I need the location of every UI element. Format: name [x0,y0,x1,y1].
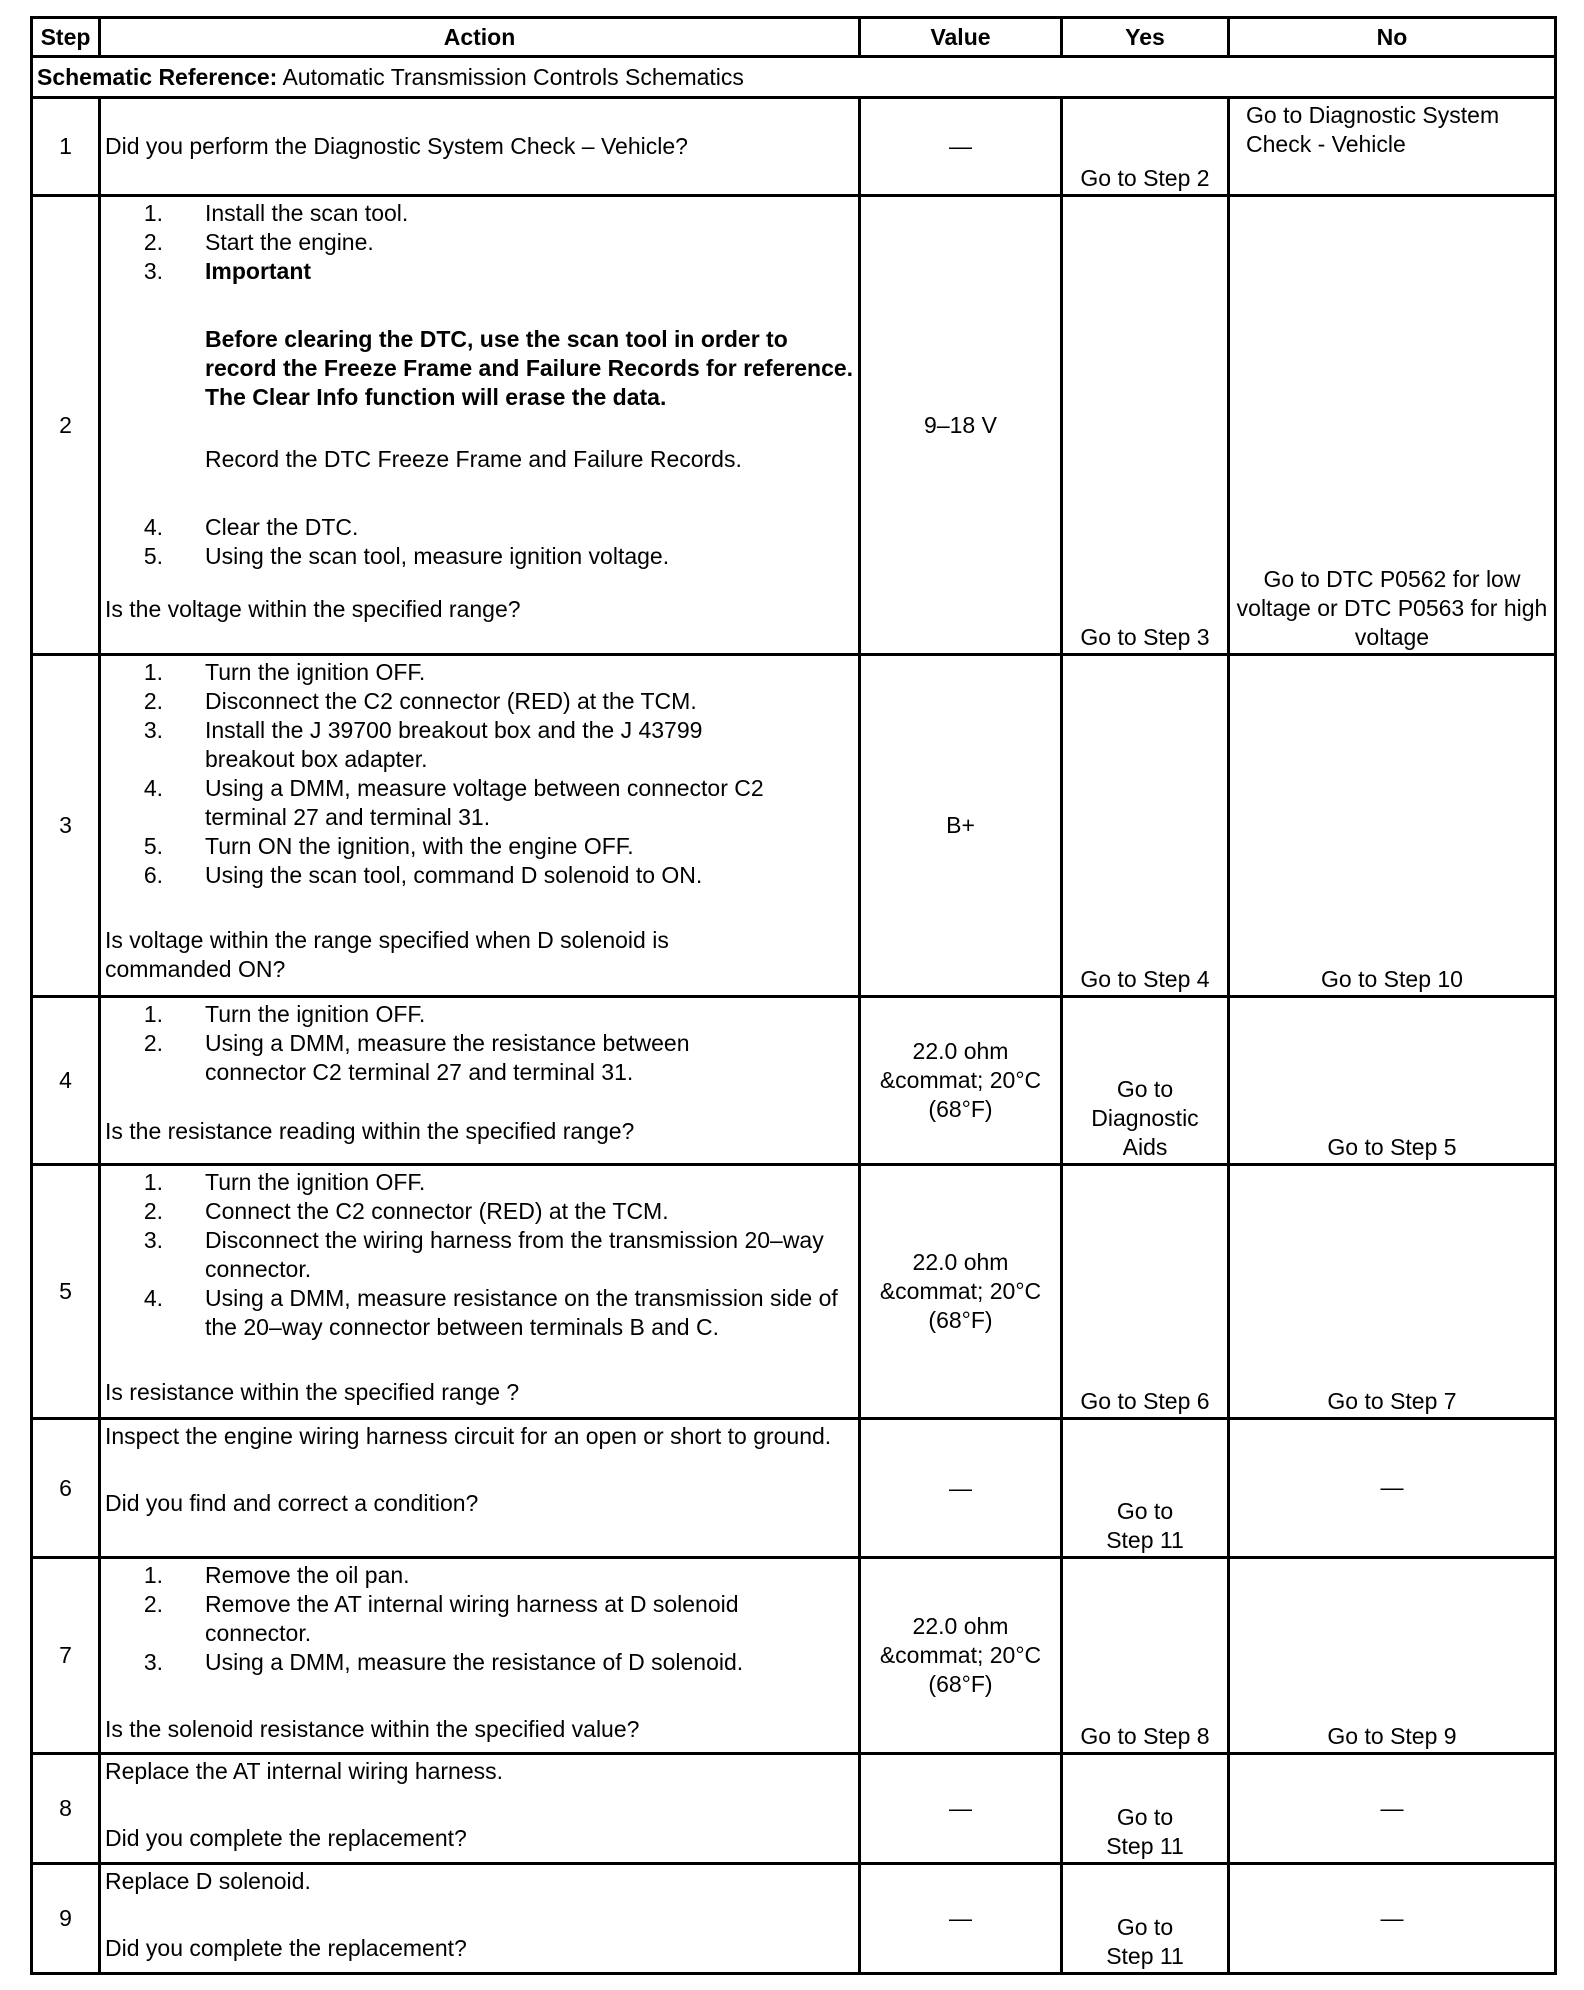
diagnostic-table-document [30,16,1554,1975]
action-question: Is voltage within the range specified when D solenoid is commanded ON? [105,927,669,982]
list-item: 3. Using a DMM, measure the resistance of D solenoid. [143,1649,744,1675]
list-item: 3. Disconnect the wiring harness from the transmission 20–way connector. [143,1227,824,1282]
list-item: 4. Using a DMM, measure resistance on the transmission side of the 20–way connector between terminals B and C. [143,1285,838,1340]
no-cell: — [1229,1864,1556,1974]
step-number: 3 [32,655,100,997]
diagnostic-table [30,16,1557,1975]
step-number: 4 [32,997,100,1165]
list-item: 5. Using the scan tool, measure ignition voltage. [143,543,670,569]
action-steps [105,1561,854,1677]
header-yes: Yes [1062,18,1229,57]
list-item: 5. Turn ON the ignition, with the engine OFF. [143,833,634,859]
value-cell: 22.0 ohm &commat; 20°C (68°F) [860,997,1062,1165]
list-item: 6. Using the scan tool, command D solenoid to ON. [143,862,703,888]
action-instruction: Inspect the engine wiring harness circuit for an open or short to ground. [105,1423,832,1449]
list-item: 2. Disconnect the C2 connector (RED) at the TCM. [143,688,697,714]
action-question: Is the solenoid resistance within the specified value? [105,1716,640,1742]
step-number: 8 [32,1754,100,1864]
list-item: 1. Turn the ignition OFF. [143,1169,426,1195]
action-cell [100,1754,860,1864]
no-cell: Go to Step 10 [1229,655,1556,997]
value-cell: 22.0 ohm &commat; 20°C (68°F) [860,1165,1062,1419]
no-cell: Go to Diagnostic System Check - Vehicle [1229,98,1556,196]
action-question: Did you complete the replacement? [105,1825,467,1851]
step-number: 9 [32,1864,100,1974]
value-cell: B+ [860,655,1062,997]
list-item: 3. Install the J 39700 breakout box and the J 43799 breakout box adapter. [143,717,703,772]
schematic-reference [32,57,1556,98]
table-row [32,1165,1556,1419]
no-cell: Go to Step 5 [1229,997,1556,1165]
action-question: Is the voltage within the specified range? [105,596,521,622]
action-question: Is the resistance reading within the specified range? [105,1118,635,1144]
list-item: 4. Clear the DTC. [143,514,359,540]
list-item: 2. Remove the AT internal wiring harness at D solenoid connector. [143,1591,739,1646]
table-row [32,1558,1556,1754]
list-item: 2. Start the engine. [143,229,374,255]
header-action: Action [100,18,860,57]
list-item: 4. Using a DMM, measure voltage between connector C2 terminal 27 and terminal 31. [143,775,764,830]
value-cell: — [860,1419,1062,1558]
important-note: Before clearing the DTC, use the scan tool in order to record the Freeze Frame and Failure Records for reference. The Clear Info function will erase the data. [205,326,854,410]
table-row [32,997,1556,1165]
action-question: Did you find and correct a condition? [105,1490,479,1516]
schematic-label: Schematic Reference: [37,63,278,90]
value-cell: 22.0 ohm &commat; 20°C (68°F) [860,1558,1062,1754]
value-cell: — [860,1754,1062,1864]
yes-cell: Go to Step 4 [1062,655,1229,997]
action-cell [100,1165,860,1419]
action-steps [105,199,854,286]
step-number: 5 [32,1165,100,1419]
no-cell: Go to Step 7 [1229,1165,1556,1419]
value-cell: 9–18 V [860,196,1062,655]
no-cell: — [1229,1419,1556,1558]
table-row [32,1419,1556,1558]
list-item: 1. Install the scan tool. [143,200,409,226]
action-question: Did you perform the Diagnostic System Check – Vehicle? [105,133,688,159]
yes-cell: Go to Diagnostic Aids [1062,997,1229,1165]
action-question: Did you complete the replacement? [105,1935,467,1961]
action-steps [105,513,854,571]
yes-cell: Go to Step 6 [1062,1165,1229,1419]
table-row [32,1754,1556,1864]
sub-note: Record the DTC Freeze Frame and Failure Records. [205,446,742,472]
action-question: Is resistance within the specified range ? [105,1379,520,1405]
action-instruction: Replace D solenoid. [105,1868,311,1894]
step-number: 1 [32,98,100,196]
no-cell: Go to Step 9 [1229,1558,1556,1754]
value-cell: — [860,98,1062,196]
header-no: No [1229,18,1556,57]
yes-cell: Go to Step 11 [1062,1754,1229,1864]
list-item: 1. Turn the ignition OFF. [143,659,426,685]
schematic-reference-row [32,57,1556,98]
action-cell [100,98,860,196]
action-steps [105,1168,854,1342]
header-step: Step [32,18,100,57]
header-row [32,18,1556,57]
step-number: 7 [32,1558,100,1754]
list-item: 1. Turn the ignition OFF. [143,1001,426,1027]
header-value: Value [860,18,1062,57]
table-row [32,98,1556,196]
yes-cell: Go to Step 11 [1062,1864,1229,1974]
action-cell [100,1864,860,1974]
action-steps [105,658,854,890]
value-cell: — [860,1864,1062,1974]
step-number: 6 [32,1419,100,1558]
list-item: 2. Connect the C2 connector (RED) at the TCM. [143,1198,669,1224]
yes-cell: Go to Step 11 [1062,1419,1229,1558]
action-cell [100,1558,860,1754]
yes-cell: Go to Step 2 [1062,98,1229,196]
action-cell [100,655,860,997]
yes-cell: Go to Step 3 [1062,196,1229,655]
table-row [32,1864,1556,1974]
yes-cell: Go to Step 8 [1062,1558,1229,1754]
list-item: 2. Using a DMM, measure the resistance between connector C2 terminal 27 and terminal 31. [143,1030,690,1085]
table-row [32,196,1556,655]
action-cell [100,997,860,1165]
schematic-text: Automatic Transmission Controls Schematics [277,63,744,90]
no-cell: — [1229,1754,1556,1864]
action-steps [105,1000,854,1087]
step-number: 2 [32,196,100,655]
table-row [32,655,1556,997]
list-item: 1. Remove the oil pan. [143,1562,410,1588]
action-instruction: Replace the AT internal wiring harness. [105,1758,504,1784]
action-cell [100,1419,860,1558]
no-cell: Go to DTC P0562 for low voltage or DTC P0563 for high voltage [1229,196,1556,655]
action-cell [100,196,860,655]
list-item: 3. Important [143,258,312,284]
